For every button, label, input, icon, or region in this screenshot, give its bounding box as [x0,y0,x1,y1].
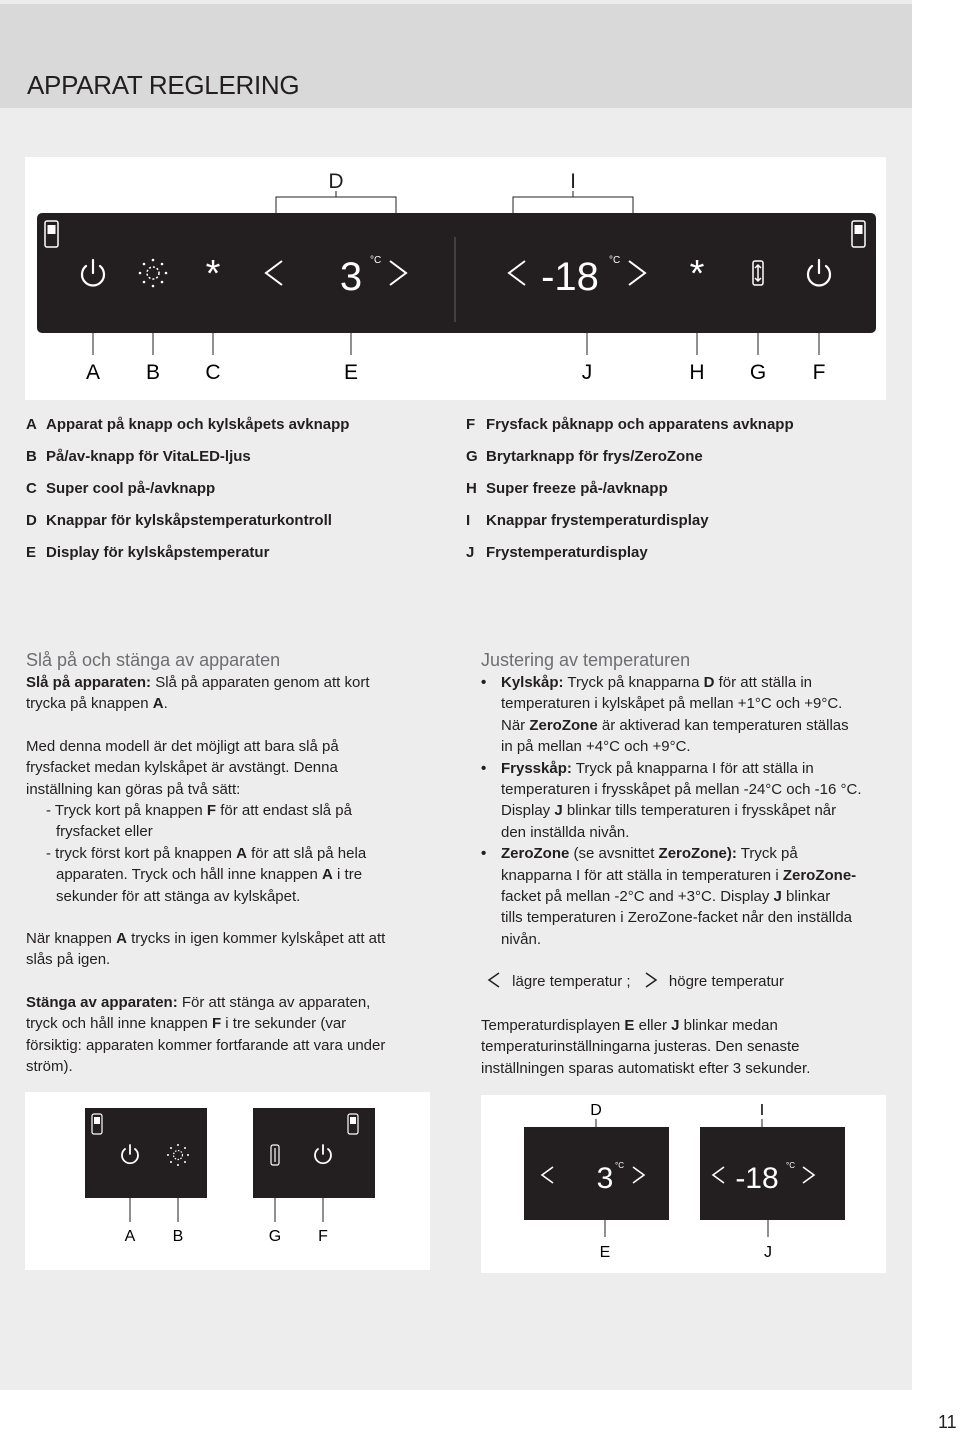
control-panel-svg [25,157,886,400]
freezer-unit: °C [609,255,621,266]
chevron-right-icon [643,971,659,989]
small-label-b: B [172,1228,184,1245]
small-label-d: D [590,1102,602,1119]
small-label-g: G [268,1228,282,1245]
small-diagram-right-svg [481,1095,886,1273]
super-freeze-icon[interactable]: * [689,253,705,295]
small-panel-fridge [85,1108,207,1198]
small-diagram-left [25,1092,430,1270]
legend-item-i: I Knappar frystemperaturdisplay [466,512,709,529]
small-diagram-left-svg [25,1092,430,1270]
legend-item-g: G Brytarknapp för frys/ZeroZone [466,448,703,465]
lead-lines [93,333,819,355]
right-column-text: • Kylskåp: Tryck på knapparna D för att ställa in temperaturen i kylskåpet på mellan +1°C och +9°C. När ZeroZone är aktiverad kan temperaturen ställas in på mellan +4°C och +9°C. • Frysskåp: Tryck på knapparna I för att ställa in temperaturen i frysskåpet på mellan -24°C och -16 °C. Display J blinkar tills temperaturen i frysskåpet når den inställda nivån. • ZeroZone (se avsnittet ZeroZone): Tryck på knapparna I för att ställa in temperaturen i ZeroZone- facket på mellan -2°C and +3°C. Display J blinkar tills temperaturen i ZeroZone-facket når den inställda nivån. [481,672,901,950]
small-fridge-unit: °C [615,1161,624,1170]
small-label-e: E [599,1244,611,1261]
freezer-temp-display: -18 [541,255,599,299]
label-b: B [145,361,161,384]
small-diagram-right [481,1095,886,1273]
right-heading: Justering av temperaturen [481,650,691,670]
label-g: G [749,361,767,384]
legend-item-d: D Knappar för kylskåpstemperaturkontroll [26,512,332,529]
control-panel-diagram [25,157,886,400]
left-column-text: Slå på apparaten: Slå på apparaten genom att kort trycka på knappen A. Med denna modell är det möjligt att bara slå på frysfacket medan kylskåpet är avstängt. Denna inställning kan göras på två sätt: - Tryck kort på knappen F för att endast slå på frysfacket eller - tryck först kort på knappen A för att slå på hela apparaten. Tryck och håll inne knappen A i tre sekunder för att stänga av kylskåpet. När knappen A trycks in igen kommer kylskåpet att att slås på igen. Stänga av apparaten: För att stänga av apparaten, tryck och håll inne knappen F i tre sekunder (var försiktig: apparaten kommer fortfarande att vara under ström). [26,674,386,1076]
label-e: E [343,361,359,384]
legend-item-h: H Super freeze på-/avknapp [466,480,668,497]
fridge-temp-display: 3 [339,255,363,299]
page-title: APPARAT REGLERING [27,70,300,100]
display-panel [37,213,876,333]
small-label-f: F [318,1228,328,1245]
label-i: I [570,170,576,193]
label-j: J [581,361,593,384]
page-number: 11 [938,1412,957,1432]
super-cool-icon[interactable]: * [205,253,221,295]
label-a: A [85,361,101,384]
small-label-j: J [764,1244,772,1261]
small-fridge-display: 3 [596,1162,614,1195]
label-f: F [812,361,826,384]
legend-item-f: F Frysfack påknapp och apparatens avknapp [466,416,794,433]
small-label-i: I [759,1102,765,1119]
fridge-unit: °C [370,255,382,266]
label-c: C [205,361,221,384]
legend-item-a: A Apparat på knapp och kylskåpets avknapp [26,416,350,433]
label-h: H [689,361,705,384]
small-freezer-display: -18 [735,1162,779,1195]
right-bottom-paragraph: Temperaturdisplayen E eller J blinkar medan temperaturinställningarna justeras. Den senaste inställningen sparas automatiskt efter 3 sekunder. [481,1017,811,1077]
label-d: D [328,170,344,193]
temperature-arrows-legend: lägre temperatur ; högre temperatur [486,971,784,992]
legend-item-j: J Frystemperaturdisplay [466,544,648,561]
small-freezer-unit: °C [786,1161,795,1170]
small-label-a: A [124,1228,136,1245]
legend-item-c: C Super cool på-/avknapp [26,480,216,497]
chevron-left-icon [486,971,502,989]
legend-item-b: B På/av-knapp för VitaLED-ljus [26,448,251,465]
left-heading: Slå på och stänga av apparaten [26,650,281,670]
legend-item-e: E Display för kylskåpstemperatur [26,544,270,561]
